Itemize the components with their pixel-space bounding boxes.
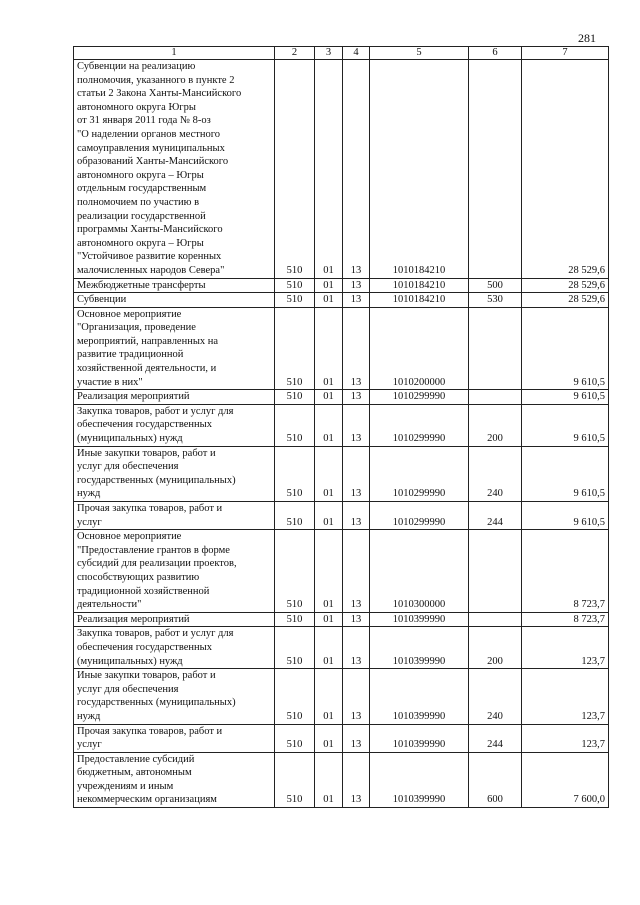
row-expense-type-cell [469, 530, 522, 613]
row-target-article-cell: 1010399990 [370, 612, 469, 627]
row-section-cell: 01 [315, 307, 343, 390]
row-name-cell: Иные закупки товаров, работ и услуг для обеспечения государственных (муниципальных) нужд [74, 669, 275, 724]
row-subsection-cell: 13 [343, 307, 370, 390]
row-admin-code-cell: 510 [275, 752, 315, 807]
row-name-cell: Межбюджетные трансферты [74, 278, 275, 293]
row-admin-code-cell: 510 [275, 724, 315, 752]
row-subsection-cell: 13 [343, 627, 370, 669]
row-subsection-cell: 13 [343, 404, 370, 446]
row-name-cell: Закупка товаров, работ и услуг для обеспечения государственных (муниципальных) нужд [74, 627, 275, 669]
row-admin-code-cell: 510 [275, 669, 315, 724]
row-subsection-cell: 13 [343, 752, 370, 807]
table-row [74, 502, 609, 530]
row-section-cell: 01 [315, 669, 343, 724]
row-amount-cell: 8 723,7 [522, 612, 609, 627]
table-row [74, 446, 609, 501]
row-expense-type-cell [469, 612, 522, 627]
row-subsection-cell: 13 [343, 502, 370, 530]
row-section-cell: 01 [315, 502, 343, 530]
row-section-cell: 01 [315, 278, 343, 293]
row-admin-code-cell: 510 [275, 293, 315, 308]
row-expense-type-cell: 200 [469, 627, 522, 669]
row-name-cell: Предоставление субсидий бюджетным, автономным учреждениям и иным некоммерческим организациям [74, 752, 275, 807]
row-amount-cell: 28 529,6 [522, 293, 609, 308]
row-admin-code-cell: 510 [275, 60, 315, 279]
row-target-article-cell: 1010299990 [370, 502, 469, 530]
table-header-row [74, 47, 609, 60]
row-target-article-cell: 1010399990 [370, 669, 469, 724]
table-row [74, 724, 609, 752]
row-section-cell: 01 [315, 530, 343, 613]
row-name-cell: Реализация мероприятий [74, 390, 275, 405]
table-row [74, 612, 609, 627]
table-row [74, 404, 609, 446]
row-target-article-cell: 1010399990 [370, 627, 469, 669]
row-expense-type-cell: 240 [469, 669, 522, 724]
row-name-cell: Субвенции [74, 293, 275, 308]
table-row [74, 307, 609, 390]
row-subsection-cell: 13 [343, 293, 370, 308]
row-amount-cell: 7 600,0 [522, 752, 609, 807]
row-subsection-cell: 13 [343, 669, 370, 724]
row-subsection-cell: 13 [343, 390, 370, 405]
row-amount-cell: 123,7 [522, 627, 609, 669]
row-admin-code-cell: 510 [275, 404, 315, 446]
row-admin-code-cell: 510 [275, 502, 315, 530]
header-cell: 4 [343, 47, 370, 60]
row-expense-type-cell: 240 [469, 446, 522, 501]
table-row [74, 752, 609, 807]
table-row [74, 530, 609, 613]
row-section-cell: 01 [315, 724, 343, 752]
table-row [74, 60, 609, 279]
row-section-cell: 01 [315, 60, 343, 279]
table-row [74, 669, 609, 724]
budget-table [73, 46, 609, 808]
row-expense-type-cell: 244 [469, 502, 522, 530]
header-cell: 3 [315, 47, 343, 60]
header-cell: 5 [370, 47, 469, 60]
row-section-cell: 01 [315, 627, 343, 669]
row-section-cell: 01 [315, 612, 343, 627]
row-name-cell: Субвенции на реализацию полномочия, указанного в пункте 2 статьи 2 Закона Ханты-Мансийского автономного округа Югры от 31 января 2011 года № 8-оз "О наделении органов местного самоуправления муниципальных образований Ханты-Мансийского автономного округа – Югры отдельным государственным полномочием по участию в реализации государственной программы Ханты-Мансийского автономного округа – Югры "Устойчивое развитие коренных малочисленных народов Севера" [74, 60, 275, 279]
row-name-cell: Основное мероприятие "Организация, проведение мероприятий, направленных на развитие традиционной хозяйственной деятельности, и участие в них" [74, 307, 275, 390]
row-section-cell: 01 [315, 390, 343, 405]
row-expense-type-cell: 244 [469, 724, 522, 752]
row-amount-cell: 9 610,5 [522, 404, 609, 446]
row-target-article-cell: 1010184210 [370, 278, 469, 293]
row-admin-code-cell: 510 [275, 446, 315, 501]
header-cell: 6 [469, 47, 522, 60]
row-name-cell: Основное мероприятие "Предоставление грантов в форме субсидий для реализации проектов, способствующих развитию традиционной хозяйственной деятельности" [74, 530, 275, 613]
row-admin-code-cell: 510 [275, 612, 315, 627]
row-expense-type-cell: 200 [469, 404, 522, 446]
row-admin-code-cell: 510 [275, 627, 315, 669]
row-amount-cell: 28 529,6 [522, 60, 609, 279]
row-target-article-cell: 1010299990 [370, 404, 469, 446]
row-name-cell: Иные закупки товаров, работ и услуг для обеспечения государственных (муниципальных) нужд [74, 446, 275, 501]
row-section-cell: 01 [315, 293, 343, 308]
table-row [74, 390, 609, 405]
row-subsection-cell: 13 [343, 530, 370, 613]
row-amount-cell: 28 529,6 [522, 278, 609, 293]
row-name-cell: Прочая закупка товаров, работ и услуг [74, 502, 275, 530]
row-section-cell: 01 [315, 404, 343, 446]
row-admin-code-cell: 510 [275, 390, 315, 405]
row-target-article-cell: 1010300000 [370, 530, 469, 613]
header-cell: 7 [522, 47, 609, 60]
page-number: 281 [578, 31, 596, 45]
row-admin-code-cell: 510 [275, 307, 315, 390]
row-subsection-cell: 13 [343, 60, 370, 279]
row-target-article-cell: 1010399990 [370, 752, 469, 807]
row-expense-type-cell: 530 [469, 293, 522, 308]
row-amount-cell: 123,7 [522, 669, 609, 724]
row-amount-cell: 9 610,5 [522, 390, 609, 405]
row-name-cell: Прочая закупка товаров, работ и услуг [74, 724, 275, 752]
row-target-article-cell: 1010299990 [370, 446, 469, 501]
row-target-article-cell: 1010184210 [370, 293, 469, 308]
row-expense-type-cell: 500 [469, 278, 522, 293]
row-section-cell: 01 [315, 752, 343, 807]
row-amount-cell: 9 610,5 [522, 502, 609, 530]
row-amount-cell: 123,7 [522, 724, 609, 752]
row-expense-type-cell: 600 [469, 752, 522, 807]
row-name-cell: Закупка товаров, работ и услуг для обеспечения государственных (муниципальных) нужд [74, 404, 275, 446]
row-admin-code-cell: 510 [275, 278, 315, 293]
table-row [74, 278, 609, 293]
row-amount-cell: 9 610,5 [522, 446, 609, 501]
row-admin-code-cell: 510 [275, 530, 315, 613]
row-subsection-cell: 13 [343, 724, 370, 752]
row-section-cell: 01 [315, 446, 343, 501]
row-amount-cell: 9 610,5 [522, 307, 609, 390]
row-expense-type-cell [469, 60, 522, 279]
header-cell: 2 [275, 47, 315, 60]
row-expense-type-cell [469, 390, 522, 405]
row-name-cell: Реализация мероприятий [74, 612, 275, 627]
row-amount-cell: 8 723,7 [522, 530, 609, 613]
header-cell: 1 [74, 47, 275, 60]
row-subsection-cell: 13 [343, 446, 370, 501]
table-row [74, 293, 609, 308]
row-target-article-cell: 1010184210 [370, 60, 469, 279]
row-subsection-cell: 13 [343, 278, 370, 293]
row-target-article-cell: 1010299990 [370, 390, 469, 405]
row-expense-type-cell [469, 307, 522, 390]
row-target-article-cell: 1010399990 [370, 724, 469, 752]
row-subsection-cell: 13 [343, 612, 370, 627]
row-target-article-cell: 1010200000 [370, 307, 469, 390]
table-row [74, 627, 609, 669]
